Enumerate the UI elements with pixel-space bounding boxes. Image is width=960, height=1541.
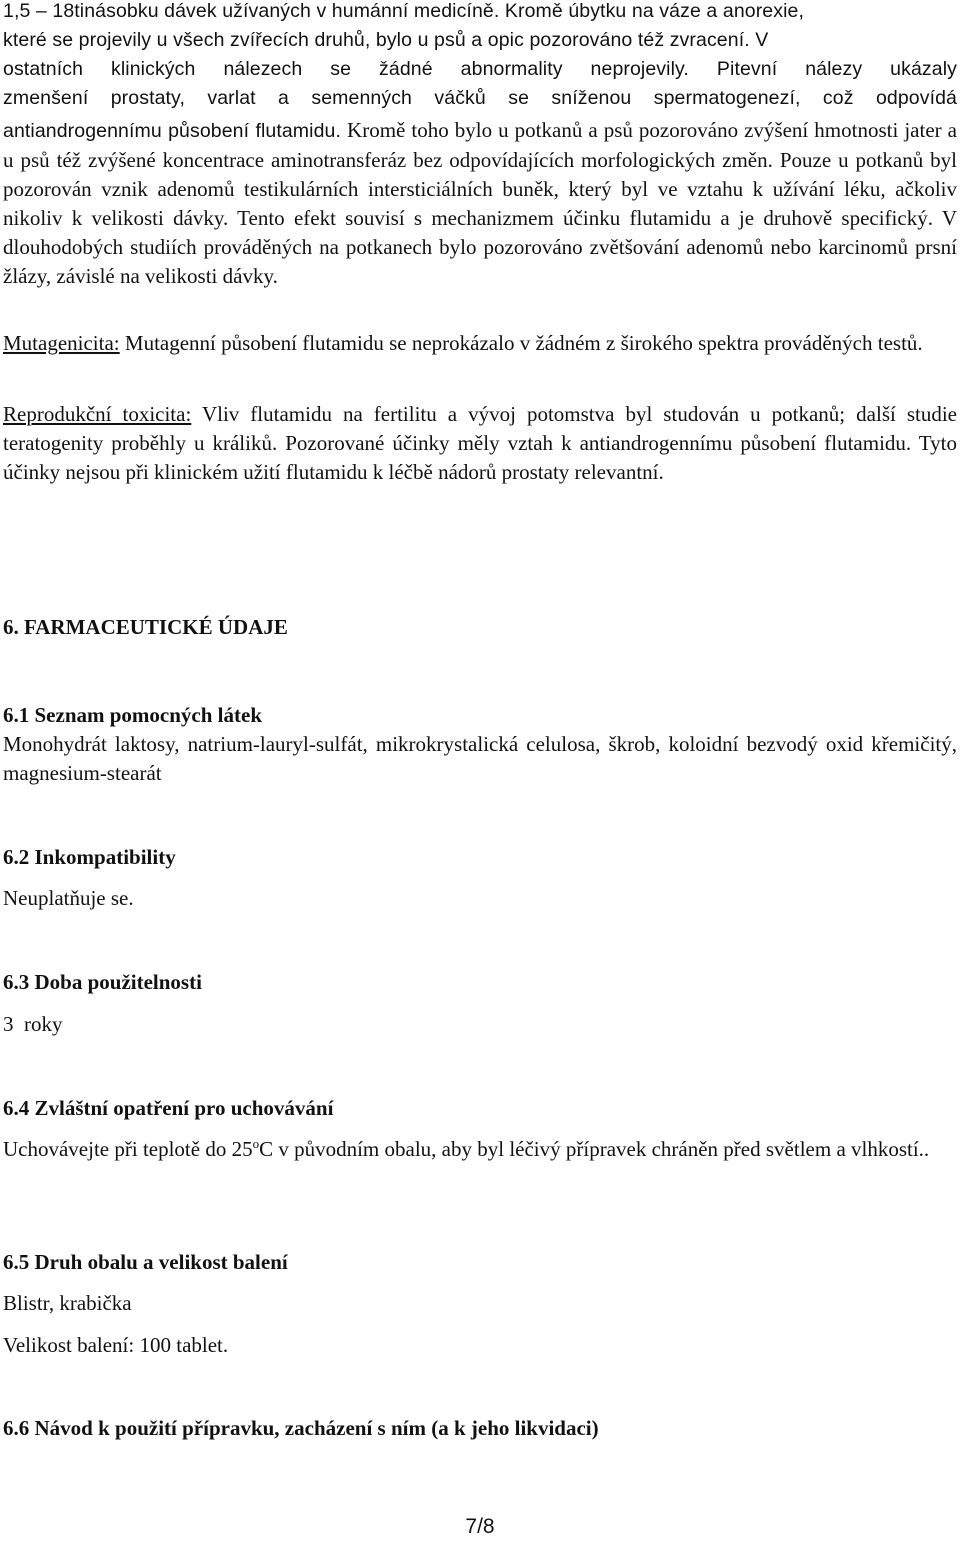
toxicity-line-2: které se projevily u všech zvířecích druhů, bylo u psů a opic pozorováno též zvracení. V [3, 29, 769, 51]
degree-superscript: o [252, 1136, 260, 1151]
page-number: 7/8 [465, 1515, 495, 1538]
reproductive-toxicity-paragraph [3, 400, 957, 487]
toxicity-paragraph-rest [3, 116, 957, 291]
section-6-4-title: 6.4 Zvláštní opatření pro uchovávání [3, 1096, 334, 1120]
toxicity-rest-text: Kromě toho bylo u potkanů a psů pozorováno zvýšení hmotnosti jater a u psů též zvýšené koncentrace aminotransferáz bez odpovídajících morfologických změn. Pouze u potkanů byl pozorován vznik adenomů testikulárních intersticiálních buněk, který byl ve vztahu k užívání léku, ačkoliv nikoliv k velikosti dávky. Tento efekt souvisí s mechanizmem účinku flutamidu a je druhově specifický. V dlouhodobých studiích prováděných na potkanech bylo pozorováno zvětšování adenomů nebo karcinomů prsní žlázy, závislé na velikosti dávky. [3, 118, 958, 288]
reproductive-toxicity-label: Reprodukční toxicita: [3, 402, 192, 426]
section-6-4-text-b: C v původním obalu, aby byl léčivý přípravek chráněn před světlem a vlhkostí.. [259, 1137, 930, 1161]
section-6-5-text-2: Velikost balení: 100 tablet. [3, 1333, 229, 1357]
mutagenicity-text: Mutagenní působení flutamidu se neprokázalo v žádném z širokého spektra prováděných testů. [119, 331, 923, 355]
section-6-3-text: 3 roky [3, 1012, 63, 1036]
section-6-title: 6. FARMACEUTICKÉ ÚDAJE [3, 615, 288, 639]
section-6-1-title: 6.1 Seznam pomocných látek [3, 703, 262, 727]
mutagenicity-paragraph [3, 329, 957, 358]
section-6-2-text: Neuplatňuje se. [3, 886, 134, 910]
toxicity-line-5: antiandrogennímu působení flutamidu. [3, 120, 341, 142]
section-6-4-text [3, 1135, 957, 1164]
section-6-1-text: Monohydrát laktosy, natrium-lauryl-sulfát, mikrokrystalická celulosa, škrob, koloidní bezvodý oxid křemičitý, magnesium-stearát [3, 732, 957, 785]
toxicity-line-4: zmenšení prostaty, varlat a semenných váčků se sníženou spermatogenezí, což odpovídá [3, 87, 957, 109]
toxicity-line-1: 1,5 – 18tinásobku dávek užívaných v humánní medicíně. Kromě úbytku na váze a anorexie, [3, 0, 804, 22]
mutagenicity-label: Mutagenicita: [3, 331, 120, 355]
section-6-3-title: 6.3 Doba použitelnosti [3, 970, 202, 994]
section-6-5-text-1: Blistr, krabička [3, 1291, 132, 1315]
toxicity-line-3: ostatních klinických nálezech se žádné abnormality neprojevily. Pitevní nálezy ukázaly [3, 58, 957, 80]
section-6-5-title: 6.5 Druh obalu a velikost balení [3, 1250, 288, 1274]
section-6-4-text-a: Uchovávejte při teplotě do 25 [3, 1137, 253, 1161]
section-6-6-title: 6.6 Návod k použití přípravku, zacházení s ním (a k jeho likvidaci) [3, 1416, 599, 1440]
section-6-2-title: 6.2 Inkompatibility [3, 845, 176, 869]
reproductive-toxicity-text: Vliv flutamidu na fertilitu a vývoj potomstva byl studován u potkanů; další studie teratogenity proběhly u králiků. Pozorované účinky měly vztah k antiandrogennímu působení flutamidu. Tyto účinky nejsou při klinickém užití flutamidu k léčbě nádorů prostaty relevantní. [3, 402, 957, 484]
